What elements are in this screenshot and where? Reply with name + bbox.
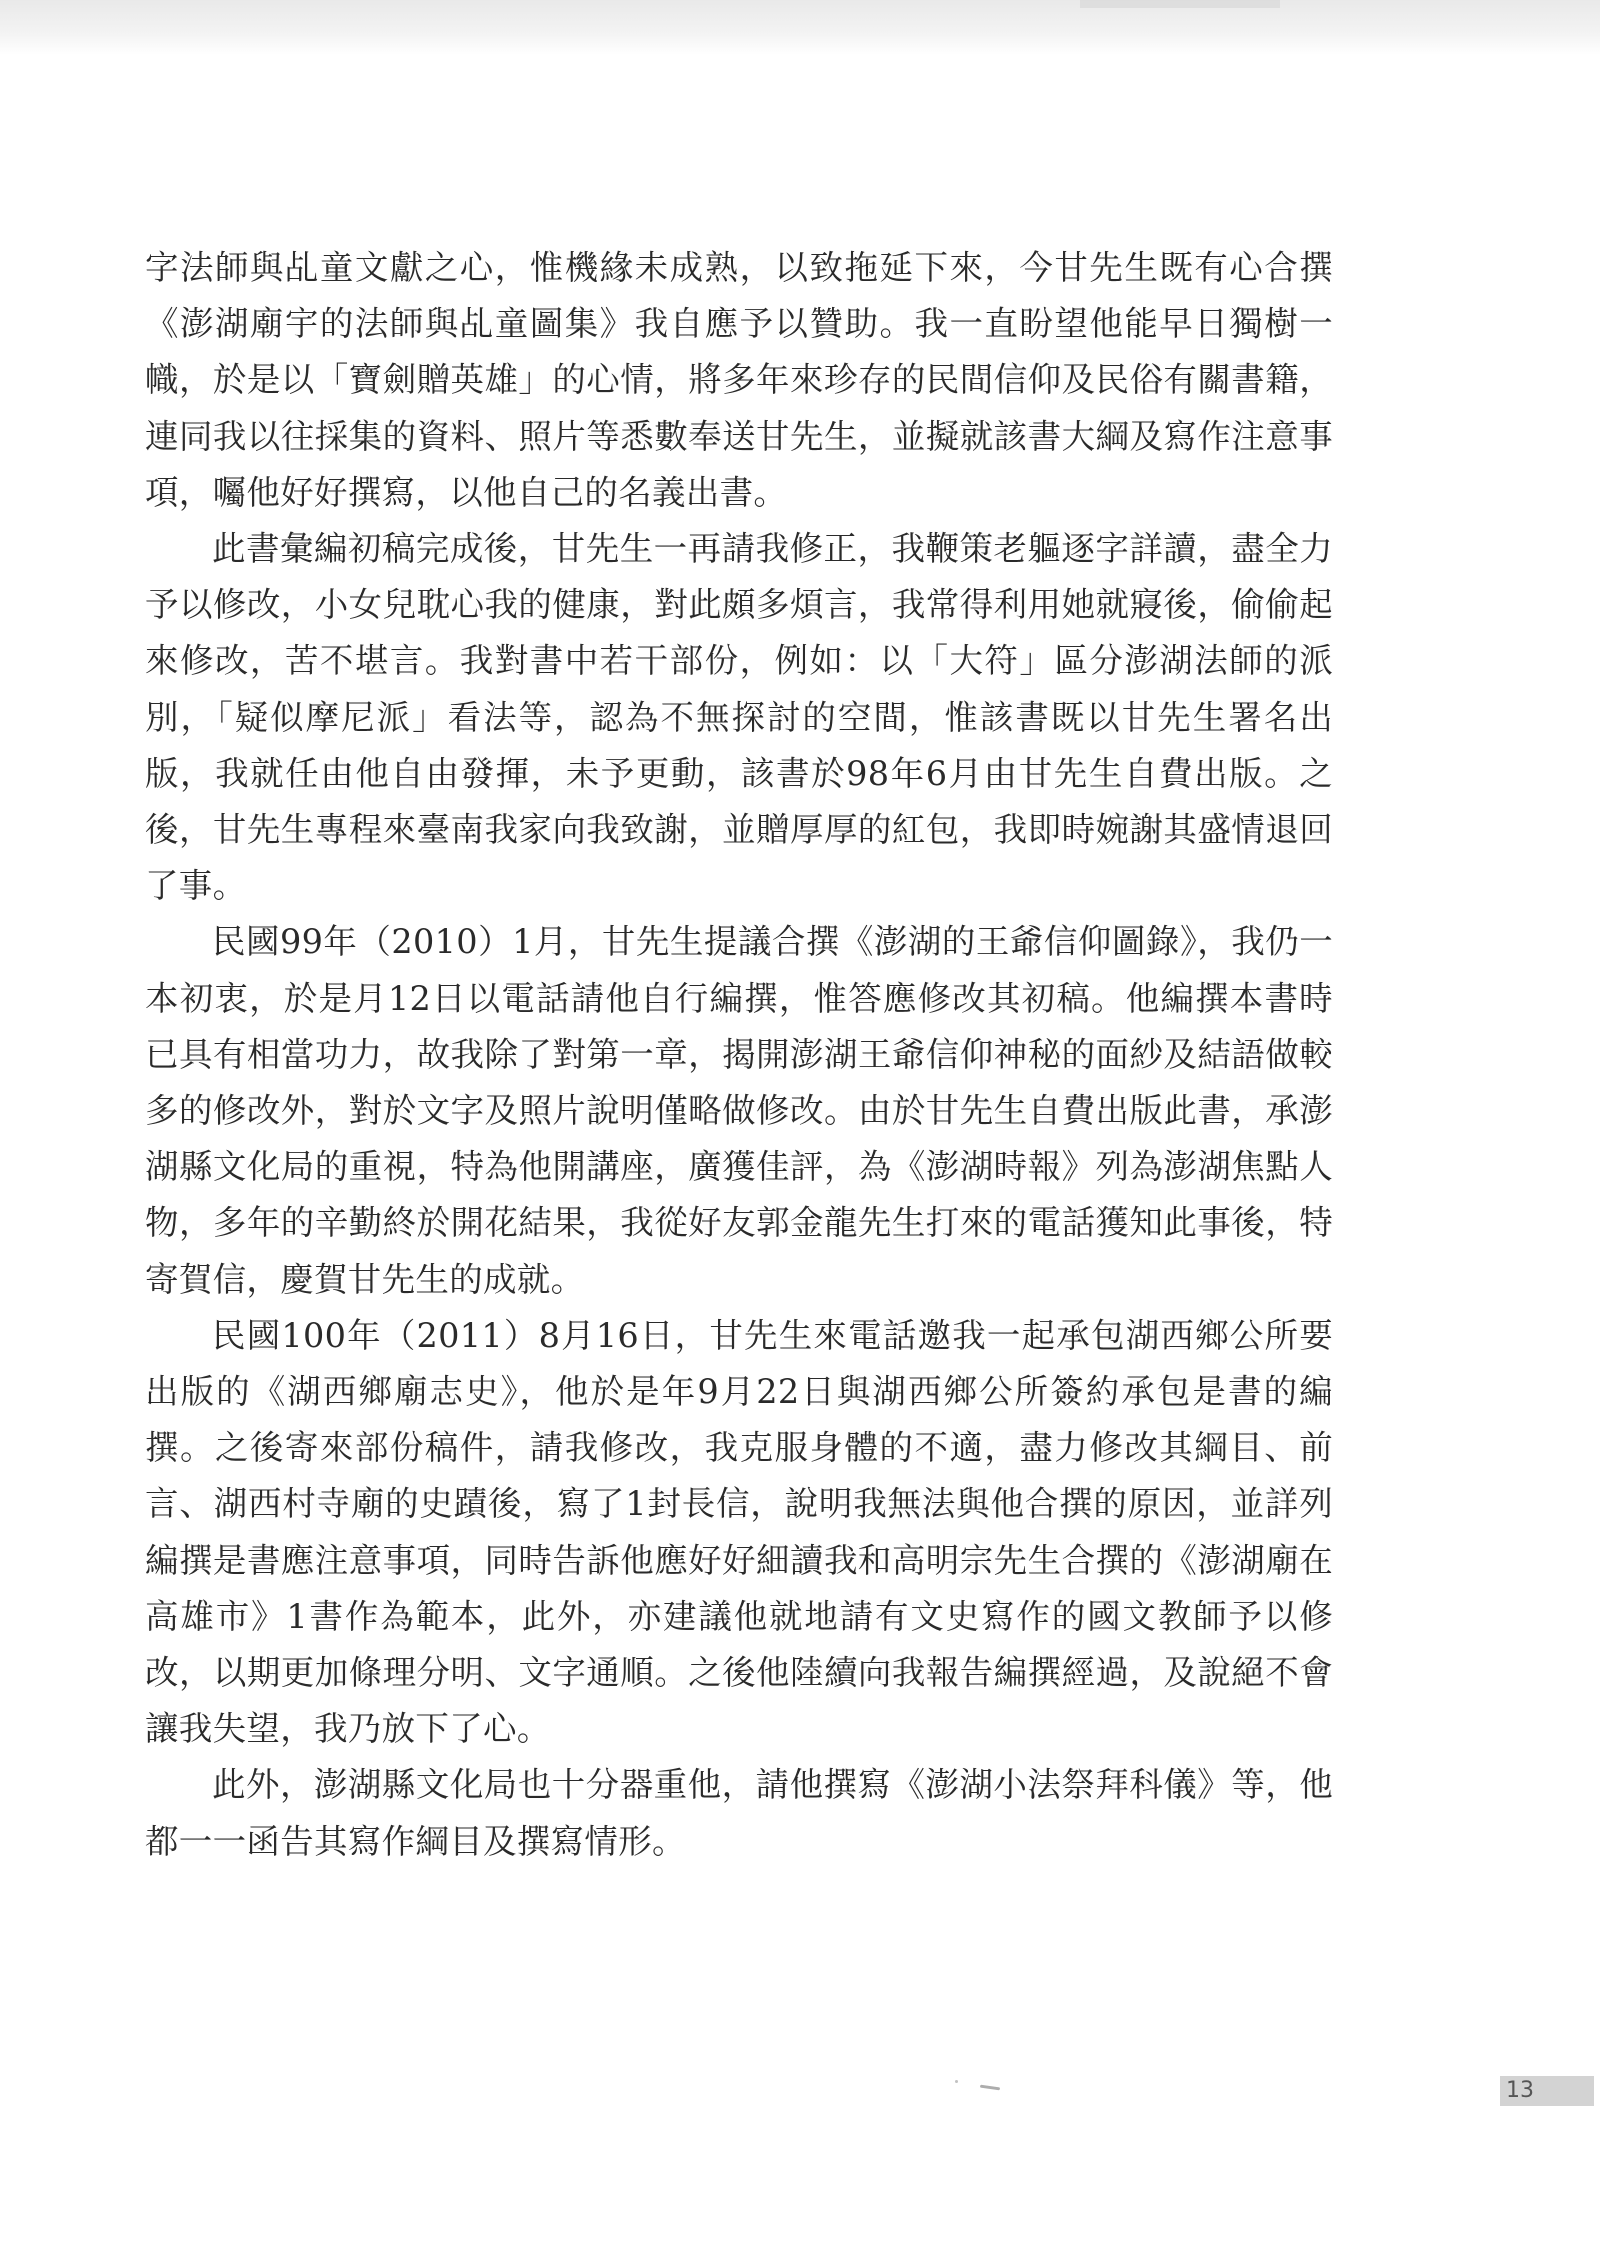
scan-speck <box>955 2080 958 2083</box>
paragraph-2: 此書彙編初稿完成後，甘先生一再請我修正，我鞭策老軀逐字詳讀，盡全力予以修改，小女兒耽心我的健康，對此頗多煩言，我常得利用她就寢後，偷偷起來修改，苦不堪言。我對書中若干部份，例如：以「大符」區分澎湖法師的派別，「疑似摩尼派」看法等，認為不無探討的空間，惟該書既以甘先生署名出版，我就任由他自由發揮，未予更動，該書於98年6月由甘先生自費出版。之後，甘先生專程來臺南我家向我致謝，並贈厚厚的紅包，我即時婉謝其盛情退回了事。 <box>145 529 1333 906</box>
scan-mark <box>980 2085 1000 2091</box>
paragraph-4: 民國100年（2011）8月16日，甘先生來電話邀我一起承包湖西鄉公所要出版的《湖西鄉廟志史》，他於是年9月22日與湖西鄉公所簽約承包是書的編撰。之後寄來部份稿件，請我修改，我克服身體的不適，盡力修改其綱目、前言、湖西村寺廟的史蹟後，寫了1封長信，說明我無法與他合撰的原因，並詳列編撰是書應注意事項，同時告訴他應好好細讀我和高明宗先生合撰的《澎湖廟在高雄市》1書作為範本，此外，亦建議他就地請有文史寫作的國文教師予以修改，以期更加條理分明、文字通順。之後他陸續向我報告編撰經過，及說絕不會讓我失望，我乃放下了心。 <box>145 1315 1333 1749</box>
page-number: 13 <box>1500 2076 1594 2106</box>
page-top-band <box>0 0 1600 55</box>
paragraph-1: 字法師與乩童文獻之心，惟機緣未成熟，以致拖延下來，今甘先生既有心合撰《澎湖廟宇的法師與乩童圖集》我自應予以贊助。我一直盼望他能早日獨樹一幟，於是以「寶劍贈英雄」的心情，將多年來珍存的民間信仰及民俗有關書籍，連同我以往採集的資料、照片等悉數奉送甘先生，並擬就該書大綱及寫作注意事項，囑他好好撰寫，以他自己的名義出書。 <box>145 248 1333 512</box>
paragraph-5: 此外，澎湖縣文化局也十分器重他，請他撰寫《澎湖小法祭拜科儀》等，他都一一函告其寫作綱目及撰寫情形。 <box>145 1765 1333 1861</box>
paragraph-3: 民國99年（2010）1月，甘先生提議合撰《澎湖的王爺信仰圖錄》，我仍一本初衷，於是月12日以電話請他自行編撰，惟答應修改其初稿。他編撰本書時已具有相當功力，故我除了對第一章，揭開澎湖王爺信仰神秘的面紗及結語做較多的修改外，對於文字及照片說明僅略做修改。由於甘先生自費出版此書，承澎湖縣文化局的重視，特為他開講座，廣獲佳評，為《澎湖時報》列為澎湖焦點人物，多年的辛勤終於開花結果，我從好友郭金龍先生打來的電話獲知此事後，特寄賀信，慶賀甘先生的成就。 <box>145 922 1333 1299</box>
body-text <box>145 240 1333 1870</box>
